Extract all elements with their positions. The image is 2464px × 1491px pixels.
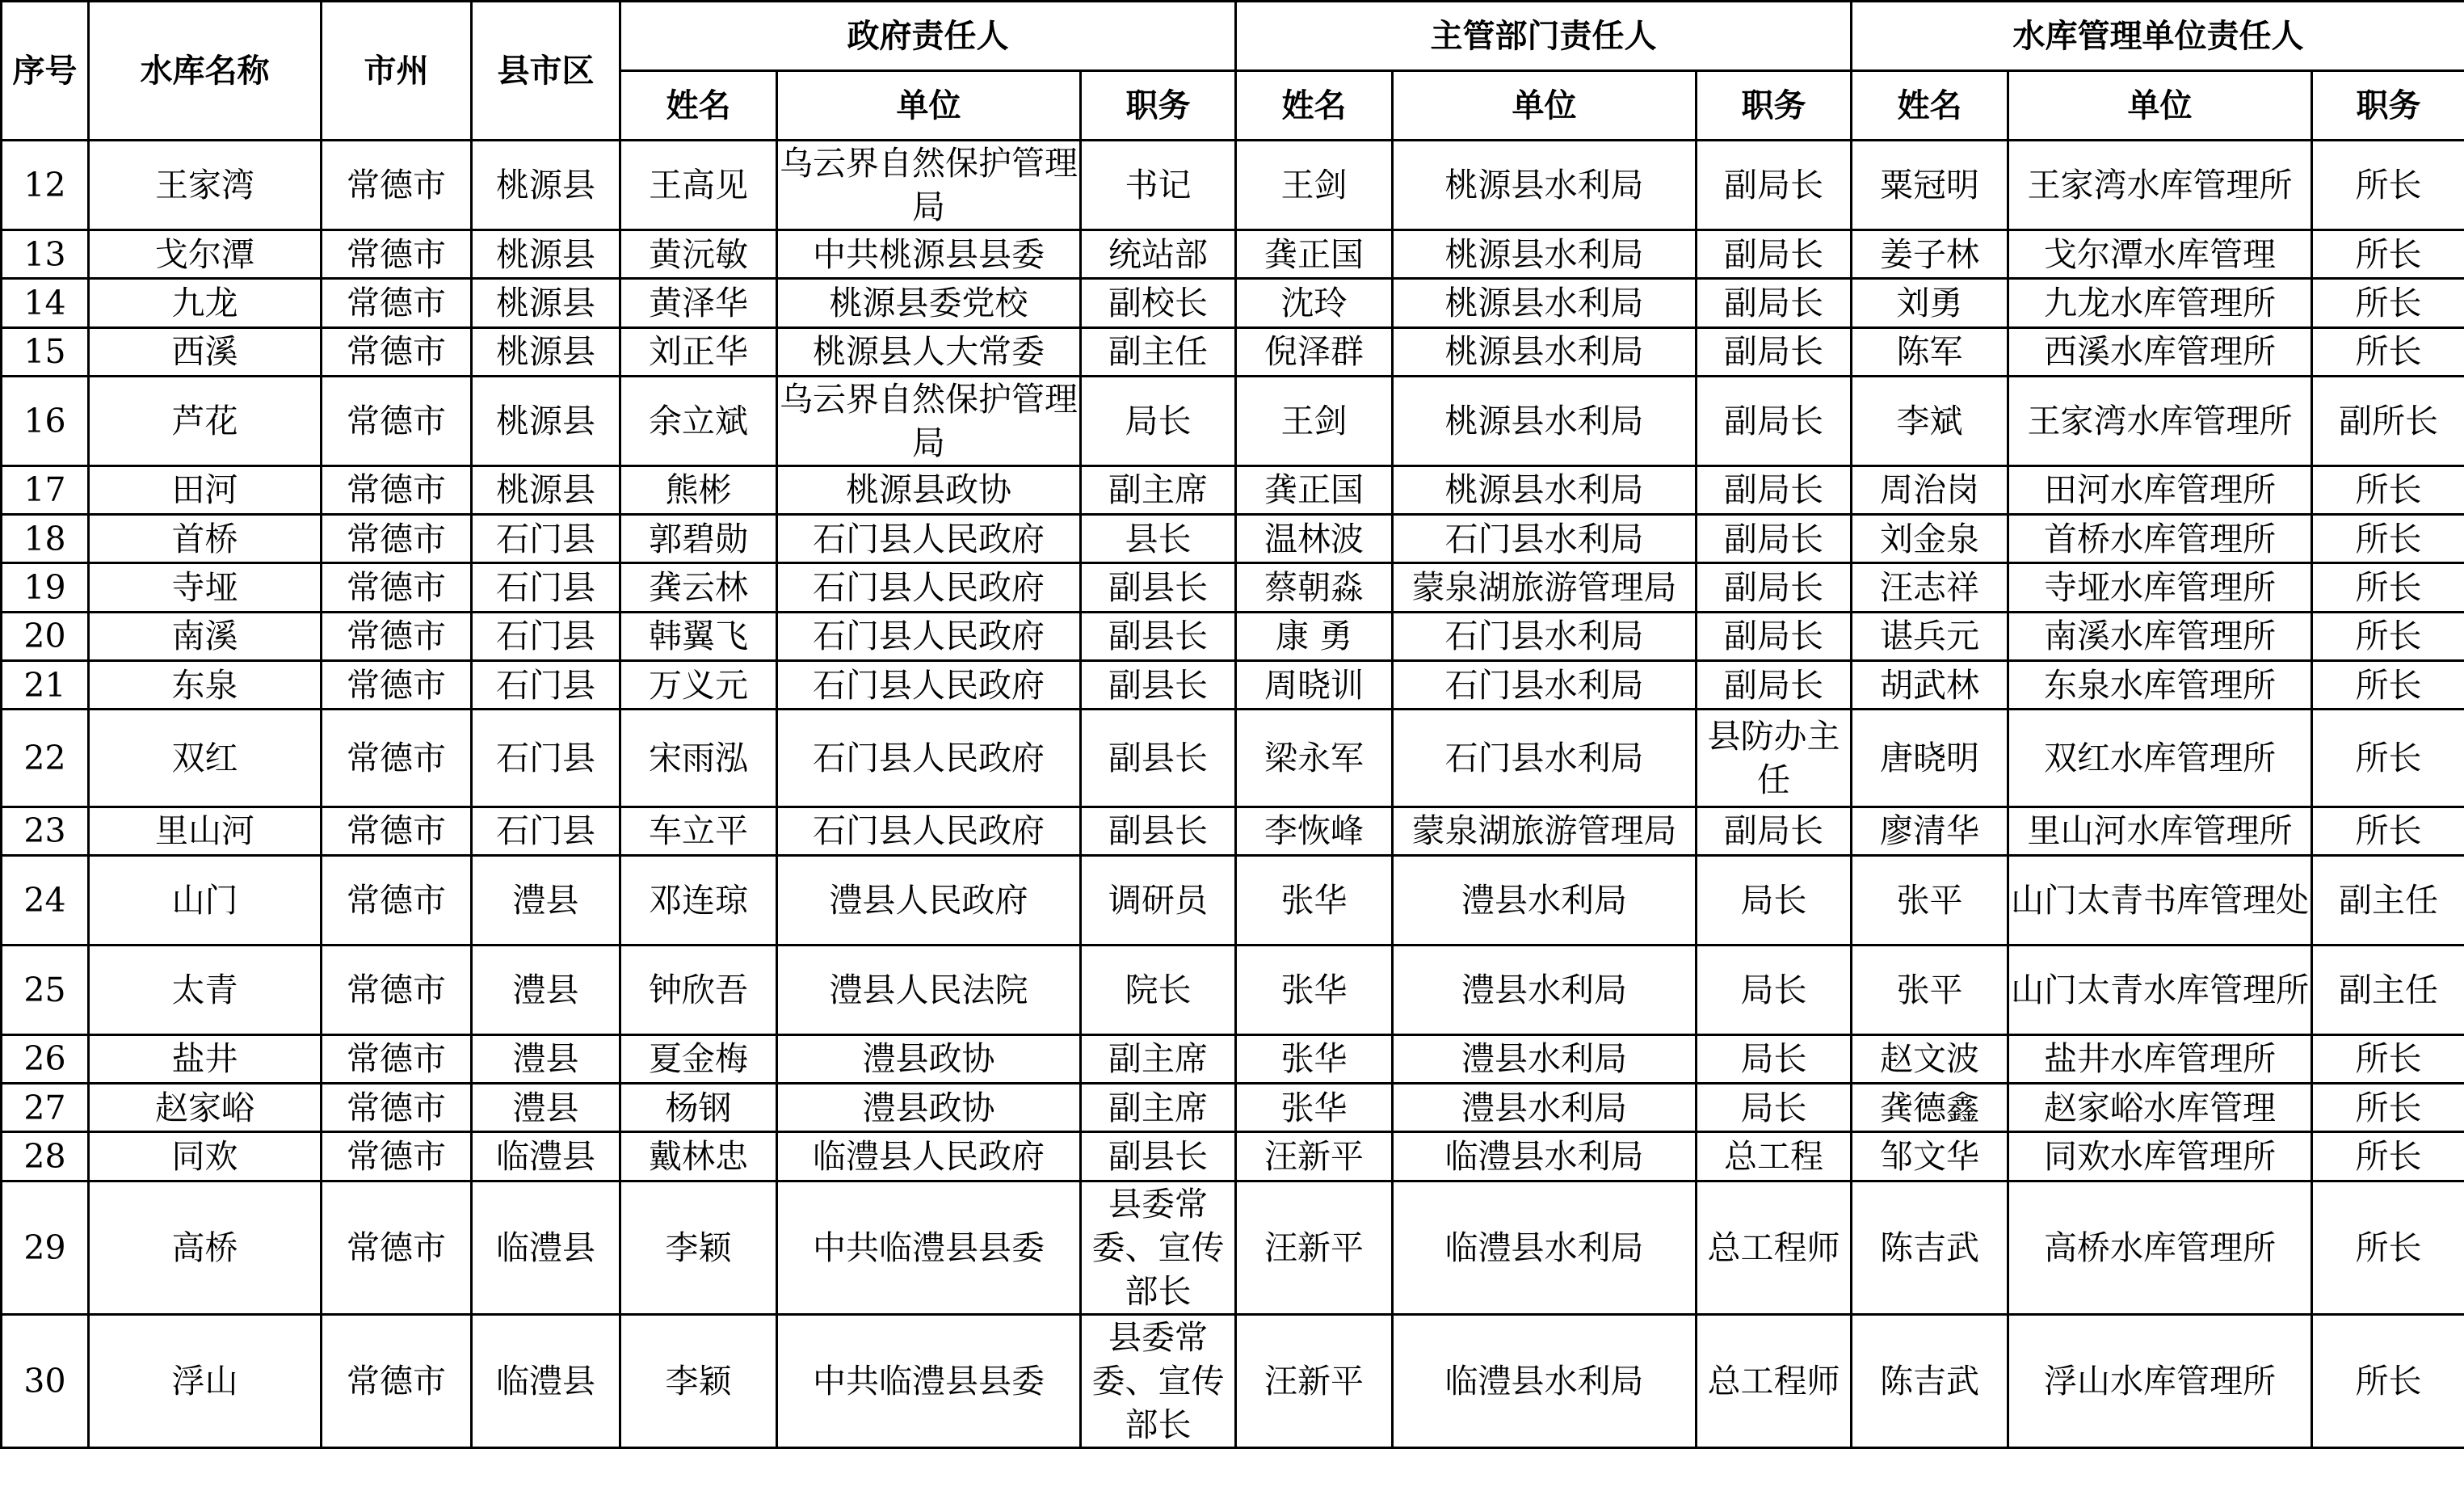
dept-position: 副局长 [1697, 230, 1852, 279]
mgmt-name: 胡武林 [1852, 660, 2008, 709]
county: 石门县 [472, 563, 620, 612]
header-county: 县市区 [472, 2, 620, 141]
mgmt-name: 龚德鑫 [1852, 1084, 2008, 1132]
header-group-gov: 政府责任人 [620, 2, 1236, 71]
mgmt-unit: 西溪水库管理所 [2008, 327, 2312, 376]
mgmt-name: 张平 [1852, 856, 2008, 946]
dept-unit: 桃源县水利局 [1393, 327, 1697, 376]
row-no: 22 [2, 710, 89, 807]
row-no: 28 [2, 1132, 89, 1181]
city: 常德市 [322, 807, 472, 855]
mgmt-unit: 王家湾水库管理所 [2008, 141, 2312, 230]
dept-name: 王剑 [1236, 376, 1393, 465]
dept-position: 局长 [1697, 945, 1852, 1034]
gov-unit: 澧县人民法院 [777, 945, 1081, 1034]
mgmt-unit: 山门太青书库管理处 [2008, 856, 2312, 946]
dept-unit: 石门县水利局 [1393, 612, 1697, 660]
table-row [2, 1034, 2464, 1083]
gov-name: 车立平 [620, 807, 777, 855]
city: 常德市 [322, 230, 472, 279]
dept-name: 张华 [1236, 945, 1393, 1034]
row-no: 16 [2, 376, 89, 465]
reservoir-name: 西溪 [89, 327, 322, 376]
county: 石门县 [472, 515, 620, 563]
gov-unit: 中共临澧县县委 [777, 1314, 1081, 1447]
dept-name: 汪新平 [1236, 1181, 1393, 1314]
city: 常德市 [322, 1132, 472, 1181]
table-row [2, 1314, 2464, 1447]
gov-unit: 石门县人民政府 [777, 660, 1081, 709]
dept-position: 副局长 [1697, 563, 1852, 612]
gov-name: 龚云林 [620, 563, 777, 612]
dept-name: 张华 [1236, 1084, 1393, 1132]
mgmt-position: 副主任 [2312, 945, 2464, 1034]
table-row [2, 327, 2464, 376]
county: 石门县 [472, 612, 620, 660]
dept-name: 温林波 [1236, 515, 1393, 563]
gov-name: 黄泽华 [620, 279, 777, 327]
mgmt-name: 陈吉武 [1852, 1181, 2008, 1314]
city: 常德市 [322, 141, 472, 230]
county: 石门县 [472, 807, 620, 855]
header-gov-unit: 单位 [777, 71, 1081, 141]
mgmt-unit: 九龙水库管理所 [2008, 279, 2312, 327]
row-no: 27 [2, 1084, 89, 1132]
mgmt-name: 廖清华 [1852, 807, 2008, 855]
mgmt-unit: 王家湾水库管理所 [2008, 376, 2312, 465]
dept-position: 副局长 [1697, 660, 1852, 709]
row-no: 26 [2, 1034, 89, 1083]
mgmt-name: 粟冠明 [1852, 141, 2008, 230]
dept-position: 副局长 [1697, 465, 1852, 514]
gov-name: 宋雨泓 [620, 710, 777, 807]
reservoir-name: 里山河 [89, 807, 322, 855]
mgmt-unit: 双红水库管理所 [2008, 710, 2312, 807]
gov-position: 副主席 [1081, 1084, 1236, 1132]
dept-position: 副局长 [1697, 376, 1852, 465]
table-row [2, 515, 2464, 563]
county: 桃源县 [472, 141, 620, 230]
dept-unit: 临澧县水利局 [1393, 1132, 1697, 1181]
mgmt-name: 周治岗 [1852, 465, 2008, 514]
reservoir-name: 南溪 [89, 612, 322, 660]
gov-name: 李颖 [620, 1181, 777, 1314]
table-row [2, 376, 2464, 465]
row-no: 20 [2, 612, 89, 660]
county: 临澧县 [472, 1314, 620, 1447]
gov-name: 王高见 [620, 141, 777, 230]
dept-name: 梁永军 [1236, 710, 1393, 807]
dept-name: 倪泽群 [1236, 327, 1393, 376]
row-no: 29 [2, 1181, 89, 1314]
row-no: 18 [2, 515, 89, 563]
table-header [2, 2, 2464, 141]
reservoir-name: 芦花 [89, 376, 322, 465]
mgmt-position: 所长 [2312, 141, 2464, 230]
mgmt-position: 所长 [2312, 1034, 2464, 1083]
gov-unit: 澧县人民政府 [777, 856, 1081, 946]
reservoir-name: 九龙 [89, 279, 322, 327]
dept-name: 汪新平 [1236, 1314, 1393, 1447]
dept-position: 局长 [1697, 856, 1852, 946]
dept-position: 总工程师 [1697, 1181, 1852, 1314]
mgmt-name: 汪志祥 [1852, 563, 2008, 612]
dept-unit: 石门县水利局 [1393, 660, 1697, 709]
gov-position: 副县长 [1081, 710, 1236, 807]
header-city: 市州 [322, 2, 472, 141]
county: 桃源县 [472, 327, 620, 376]
dept-name: 龚正国 [1236, 230, 1393, 279]
row-no: 24 [2, 856, 89, 946]
header-reservoir: 水库名称 [89, 2, 322, 141]
mgmt-unit: 赵家峪水库管理 [2008, 1084, 2312, 1132]
dept-unit: 澧县水利局 [1393, 945, 1697, 1034]
dept-unit: 澧县水利局 [1393, 1034, 1697, 1083]
gov-unit: 石门县人民政府 [777, 515, 1081, 563]
gov-unit: 桃源县政协 [777, 465, 1081, 514]
table-body [2, 141, 2464, 1448]
reservoir-name: 山门 [89, 856, 322, 946]
dept-name: 张华 [1236, 1034, 1393, 1083]
county: 澧县 [472, 945, 620, 1034]
dept-unit: 蒙泉湖旅游管理局 [1393, 563, 1697, 612]
table-row [2, 141, 2464, 230]
mgmt-name: 刘金泉 [1852, 515, 2008, 563]
gov-name: 熊彬 [620, 465, 777, 514]
gov-position: 局长 [1081, 376, 1236, 465]
table-row [2, 563, 2464, 612]
header-no: 序号 [2, 2, 89, 141]
gov-name: 杨钢 [620, 1084, 777, 1132]
table-row [2, 230, 2464, 279]
table-row [2, 465, 2464, 514]
mgmt-position: 所长 [2312, 515, 2464, 563]
gov-name: 余立斌 [620, 376, 777, 465]
mgmt-position: 所长 [2312, 1181, 2464, 1314]
county: 桃源县 [472, 465, 620, 514]
city: 常德市 [322, 1314, 472, 1447]
dept-name: 沈玲 [1236, 279, 1393, 327]
row-no: 17 [2, 465, 89, 514]
mgmt-position: 所长 [2312, 563, 2464, 612]
gov-unit: 临澧县人民政府 [777, 1132, 1081, 1181]
gov-position: 副县长 [1081, 807, 1236, 855]
header-dept-unit: 单位 [1393, 71, 1697, 141]
dept-unit: 石门县水利局 [1393, 710, 1697, 807]
reservoir-name: 王家湾 [89, 141, 322, 230]
mgmt-unit: 南溪水库管理所 [2008, 612, 2312, 660]
mgmt-name: 陈吉武 [1852, 1314, 2008, 1447]
city: 常德市 [322, 327, 472, 376]
gov-unit: 桃源县委党校 [777, 279, 1081, 327]
reservoir-name: 田河 [89, 465, 322, 514]
dept-name: 王剑 [1236, 141, 1393, 230]
gov-position: 副县长 [1081, 612, 1236, 660]
dept-unit: 澧县水利局 [1393, 1084, 1697, 1132]
mgmt-name: 谌兵元 [1852, 612, 2008, 660]
mgmt-unit: 浮山水库管理所 [2008, 1314, 2312, 1447]
table-row [2, 612, 2464, 660]
mgmt-position: 所长 [2312, 1132, 2464, 1181]
dept-unit: 桃源县水利局 [1393, 141, 1697, 230]
reservoir-name: 双红 [89, 710, 322, 807]
gov-position: 副校长 [1081, 279, 1236, 327]
reservoir-name: 盐井 [89, 1034, 322, 1083]
row-no: 25 [2, 945, 89, 1034]
gov-unit: 桃源县人大常委 [777, 327, 1081, 376]
dept-name: 周晓训 [1236, 660, 1393, 709]
dept-unit: 桃源县水利局 [1393, 279, 1697, 327]
mgmt-unit: 里山河水库管理所 [2008, 807, 2312, 855]
reservoir-name: 寺垭 [89, 563, 322, 612]
reservoir-name: 浮山 [89, 1314, 322, 1447]
table-row [2, 1084, 2464, 1132]
city: 常德市 [322, 563, 472, 612]
mgmt-unit: 高桥水库管理所 [2008, 1181, 2312, 1314]
header-mgmt-name: 姓名 [1852, 71, 2008, 141]
county: 临澧县 [472, 1181, 620, 1314]
mgmt-unit: 首桥水库管理所 [2008, 515, 2312, 563]
city: 常德市 [322, 710, 472, 807]
mgmt-name: 李斌 [1852, 376, 2008, 465]
dept-unit: 澧县水利局 [1393, 856, 1697, 946]
table-row [2, 1181, 2464, 1314]
gov-name: 邓连琼 [620, 856, 777, 946]
row-no: 14 [2, 279, 89, 327]
dept-unit: 桃源县水利局 [1393, 376, 1697, 465]
gov-name: 钟欣吾 [620, 945, 777, 1034]
mgmt-unit: 山门太青水库管理所 [2008, 945, 2312, 1034]
dept-name: 蔡朝淼 [1236, 563, 1393, 612]
dept-unit: 临澧县水利局 [1393, 1181, 1697, 1314]
gov-position: 县委常委、宣传部长 [1081, 1181, 1236, 1314]
gov-unit: 乌云界自然保护管理局 [777, 376, 1081, 465]
gov-name: 万义元 [620, 660, 777, 709]
dept-position: 副局长 [1697, 515, 1852, 563]
dept-unit: 石门县水利局 [1393, 515, 1697, 563]
reservoir-name: 太青 [89, 945, 322, 1034]
gov-name: 夏金梅 [620, 1034, 777, 1083]
mgmt-name: 邹文华 [1852, 1132, 2008, 1181]
dept-unit: 桃源县水利局 [1393, 230, 1697, 279]
gov-position: 院长 [1081, 945, 1236, 1034]
gov-name: 戴林忠 [620, 1132, 777, 1181]
mgmt-position: 所长 [2312, 1314, 2464, 1447]
city: 常德市 [322, 376, 472, 465]
mgmt-unit: 田河水库管理所 [2008, 465, 2312, 514]
dept-unit: 临澧县水利局 [1393, 1314, 1697, 1447]
gov-position: 书记 [1081, 141, 1236, 230]
gov-unit: 乌云界自然保护管理局 [777, 141, 1081, 230]
city: 常德市 [322, 1084, 472, 1132]
county: 桃源县 [472, 230, 620, 279]
mgmt-position: 所长 [2312, 465, 2464, 514]
gov-unit: 石门县人民政府 [777, 710, 1081, 807]
dept-position: 副局长 [1697, 327, 1852, 376]
city: 常德市 [322, 515, 472, 563]
header-mgmt-position: 职务 [2312, 71, 2464, 141]
dept-position: 副局长 [1697, 807, 1852, 855]
reservoir-name: 东泉 [89, 660, 322, 709]
county: 澧县 [472, 1084, 620, 1132]
row-no: 23 [2, 807, 89, 855]
gov-position: 副主席 [1081, 1034, 1236, 1083]
mgmt-unit: 同欢水库管理所 [2008, 1132, 2312, 1181]
mgmt-position: 所长 [2312, 660, 2464, 709]
gov-unit: 石门县人民政府 [777, 563, 1081, 612]
header-gov-name: 姓名 [620, 71, 777, 141]
gov-position: 副主任 [1081, 327, 1236, 376]
mgmt-position: 所长 [2312, 710, 2464, 807]
gov-unit: 中共桃源县县委 [777, 230, 1081, 279]
city: 常德市 [322, 279, 472, 327]
row-no: 12 [2, 141, 89, 230]
mgmt-name: 唐晓明 [1852, 710, 2008, 807]
gov-name: 郭碧勋 [620, 515, 777, 563]
table-row [2, 945, 2464, 1034]
dept-position: 县防办主任 [1697, 710, 1852, 807]
gov-position: 统站部 [1081, 230, 1236, 279]
dept-position: 局长 [1697, 1084, 1852, 1132]
dept-position: 局长 [1697, 1034, 1852, 1083]
mgmt-name: 张平 [1852, 945, 2008, 1034]
city: 常德市 [322, 856, 472, 946]
row-no: 21 [2, 660, 89, 709]
gov-position: 副县长 [1081, 660, 1236, 709]
table-row [2, 710, 2464, 807]
table-row [2, 856, 2464, 946]
county: 澧县 [472, 856, 620, 946]
gov-name: 刘正华 [620, 327, 777, 376]
mgmt-unit: 戈尔潭水库管理 [2008, 230, 2312, 279]
mgmt-position: 所长 [2312, 612, 2464, 660]
header-mgmt-unit: 单位 [2008, 71, 2312, 141]
gov-position: 副主席 [1081, 465, 1236, 514]
mgmt-position: 所长 [2312, 807, 2464, 855]
mgmt-unit: 寺垭水库管理所 [2008, 563, 2312, 612]
reservoir-name: 同欢 [89, 1132, 322, 1181]
reservoir-name: 首桥 [89, 515, 322, 563]
mgmt-position: 副所长 [2312, 376, 2464, 465]
dept-position: 副局长 [1697, 279, 1852, 327]
dept-name: 张华 [1236, 856, 1393, 946]
gov-unit: 石门县人民政府 [777, 612, 1081, 660]
dept-position: 副局长 [1697, 612, 1852, 660]
city: 常德市 [322, 612, 472, 660]
city: 常德市 [322, 465, 472, 514]
table-row [2, 279, 2464, 327]
table-row [2, 807, 2464, 855]
gov-name: 李颖 [620, 1314, 777, 1447]
gov-position: 县长 [1081, 515, 1236, 563]
gov-position: 副县长 [1081, 1132, 1236, 1181]
mgmt-position: 副主任 [2312, 856, 2464, 946]
header-group-mgmt: 水库管理单位责任人 [1852, 2, 2464, 71]
mgmt-name: 刘勇 [1852, 279, 2008, 327]
gov-name: 黄沅敏 [620, 230, 777, 279]
mgmt-name: 姜子林 [1852, 230, 2008, 279]
header-dept-position: 职务 [1697, 71, 1852, 141]
mgmt-position: 所长 [2312, 230, 2464, 279]
county: 澧县 [472, 1034, 620, 1083]
county: 临澧县 [472, 1132, 620, 1181]
city: 常德市 [322, 660, 472, 709]
dept-name: 康 勇 [1236, 612, 1393, 660]
row-no: 19 [2, 563, 89, 612]
mgmt-unit: 盐井水库管理所 [2008, 1034, 2312, 1083]
header-group-dept: 主管部门责任人 [1236, 2, 1852, 71]
table-row [2, 1132, 2464, 1181]
county: 石门县 [472, 710, 620, 807]
reservoir-name: 戈尔潭 [89, 230, 322, 279]
city: 常德市 [322, 945, 472, 1034]
mgmt-position: 所长 [2312, 1084, 2464, 1132]
gov-unit: 澧县政协 [777, 1034, 1081, 1083]
mgmt-position: 所长 [2312, 279, 2464, 327]
header-gov-position: 职务 [1081, 71, 1236, 141]
row-no: 13 [2, 230, 89, 279]
gov-unit: 中共临澧县县委 [777, 1181, 1081, 1314]
reservoir-name: 高桥 [89, 1181, 322, 1314]
gov-position: 副县长 [1081, 563, 1236, 612]
dept-unit: 桃源县水利局 [1393, 465, 1697, 514]
dept-position: 总工程师 [1697, 1314, 1852, 1447]
gov-position: 调研员 [1081, 856, 1236, 946]
city: 常德市 [322, 1181, 472, 1314]
dept-position: 副局长 [1697, 141, 1852, 230]
dept-name: 李恢峰 [1236, 807, 1393, 855]
gov-position: 县委常委、宣传部长 [1081, 1314, 1236, 1447]
reservoir-name: 赵家峪 [89, 1084, 322, 1132]
dept-name: 龚正国 [1236, 465, 1393, 514]
mgmt-unit: 东泉水库管理所 [2008, 660, 2312, 709]
gov-name: 韩翼飞 [620, 612, 777, 660]
mgmt-name: 陈军 [1852, 327, 2008, 376]
mgmt-name: 赵文波 [1852, 1034, 2008, 1083]
county: 石门县 [472, 660, 620, 709]
dept-position: 总工程 [1697, 1132, 1852, 1181]
mgmt-position: 所长 [2312, 327, 2464, 376]
gov-unit: 澧县政协 [777, 1084, 1081, 1132]
row-no: 15 [2, 327, 89, 376]
gov-unit: 石门县人民政府 [777, 807, 1081, 855]
county: 桃源县 [472, 279, 620, 327]
header-dept-name: 姓名 [1236, 71, 1393, 141]
county: 桃源县 [472, 376, 620, 465]
dept-name: 汪新平 [1236, 1132, 1393, 1181]
row-no: 30 [2, 1314, 89, 1447]
city: 常德市 [322, 1034, 472, 1083]
table-row [2, 660, 2464, 709]
dept-unit: 蒙泉湖旅游管理局 [1393, 807, 1697, 855]
